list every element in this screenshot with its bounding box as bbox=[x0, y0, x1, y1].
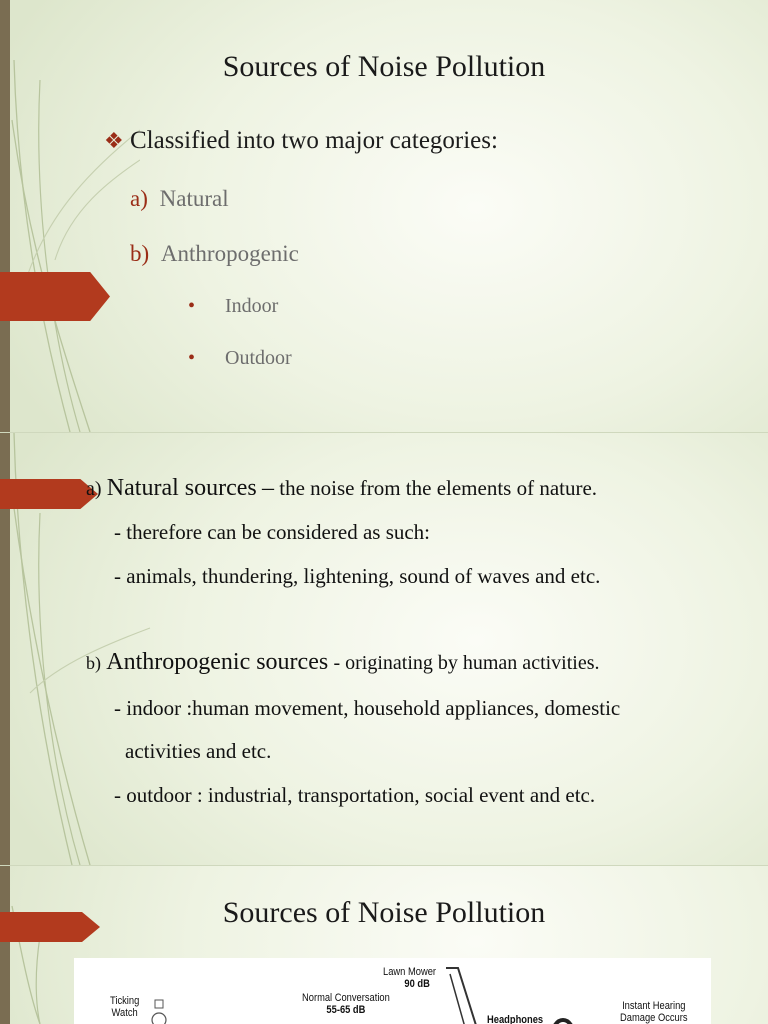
diamond-bullet-icon: ❖ bbox=[104, 128, 124, 153]
natural-line-2: - animals, thundering, lightening, sound of waves and etc. bbox=[114, 564, 601, 588]
headphones-text: Headphones bbox=[487, 1014, 544, 1024]
ticking-watch-label bbox=[110, 995, 139, 1019]
normal-conversation-label bbox=[302, 992, 390, 1016]
intro-line bbox=[104, 127, 498, 155]
slide-1 bbox=[0, 0, 768, 432]
natural-label: a) bbox=[86, 478, 102, 500]
category-text: Anthropogenic bbox=[160, 241, 299, 266]
anthro-heading: Anthropogenic sources bbox=[106, 649, 329, 675]
watch-icon bbox=[150, 998, 168, 1024]
intro-text: Classified into two major categories: bbox=[129, 127, 498, 154]
natural-dash: – bbox=[262, 475, 274, 501]
normal-conversation-db: 55-65 dB bbox=[326, 1004, 366, 1016]
damage-occurs-text: Damage Occurs bbox=[620, 1012, 688, 1024]
noise-level-chart-image bbox=[74, 958, 711, 1024]
slide-2 bbox=[0, 433, 768, 865]
bullet-icon: • bbox=[188, 295, 196, 317]
category-label: a) bbox=[130, 186, 148, 211]
anthro-line-2: - outdoor : industrial, transportation, social event and etc. bbox=[114, 783, 596, 807]
anthro-description: - originating by human activities. bbox=[333, 652, 600, 674]
subitem-outdoor bbox=[188, 347, 292, 370]
accent-tab bbox=[0, 479, 98, 509]
anthro-heading-line bbox=[86, 649, 600, 676]
lawn-mower-text: Lawn Mower bbox=[383, 966, 437, 978]
natural-description: the noise from the elements of nature. bbox=[279, 476, 598, 500]
slide-3 bbox=[0, 866, 768, 1024]
subitem-text: Indoor bbox=[225, 295, 279, 317]
anthro-line-1: - indoor :human movement, household appliances, domestic bbox=[114, 696, 621, 720]
accent-tab bbox=[0, 272, 110, 321]
headphones-label bbox=[487, 1014, 543, 1024]
normal-conversation-text: Normal Conversation bbox=[302, 992, 390, 1004]
instant-hearing-text: Instant Hearing bbox=[622, 1000, 686, 1012]
category-anthropogenic bbox=[130, 241, 299, 267]
slide-title: Sources of Noise Pollution bbox=[222, 896, 546, 929]
category-label: b) bbox=[130, 241, 150, 266]
subitem-indoor bbox=[188, 295, 278, 318]
category-natural bbox=[130, 186, 229, 212]
headphones-icon bbox=[548, 1002, 578, 1024]
slide-title: Sources of Noise Pollution bbox=[222, 50, 546, 83]
subitem-text: Outdoor bbox=[225, 347, 292, 369]
anthro-label: b) bbox=[86, 653, 101, 673]
ticking-watch-text: Ticking Watch bbox=[110, 995, 140, 1019]
natural-line-1: - therefore can be considered as such: bbox=[114, 520, 431, 544]
natural-heading-line bbox=[86, 475, 597, 502]
lawn-mower-db: 90 dB bbox=[404, 978, 430, 990]
lawn-mower-icon bbox=[438, 964, 488, 1024]
lawn-mower-label bbox=[383, 966, 436, 990]
natural-heading: Natural sources bbox=[106, 475, 257, 501]
anthro-line-1-cont: activities and etc. bbox=[125, 739, 272, 763]
instant-hearing-label bbox=[620, 1000, 688, 1024]
category-text: Natural bbox=[159, 186, 229, 211]
bullet-icon: • bbox=[188, 347, 196, 369]
